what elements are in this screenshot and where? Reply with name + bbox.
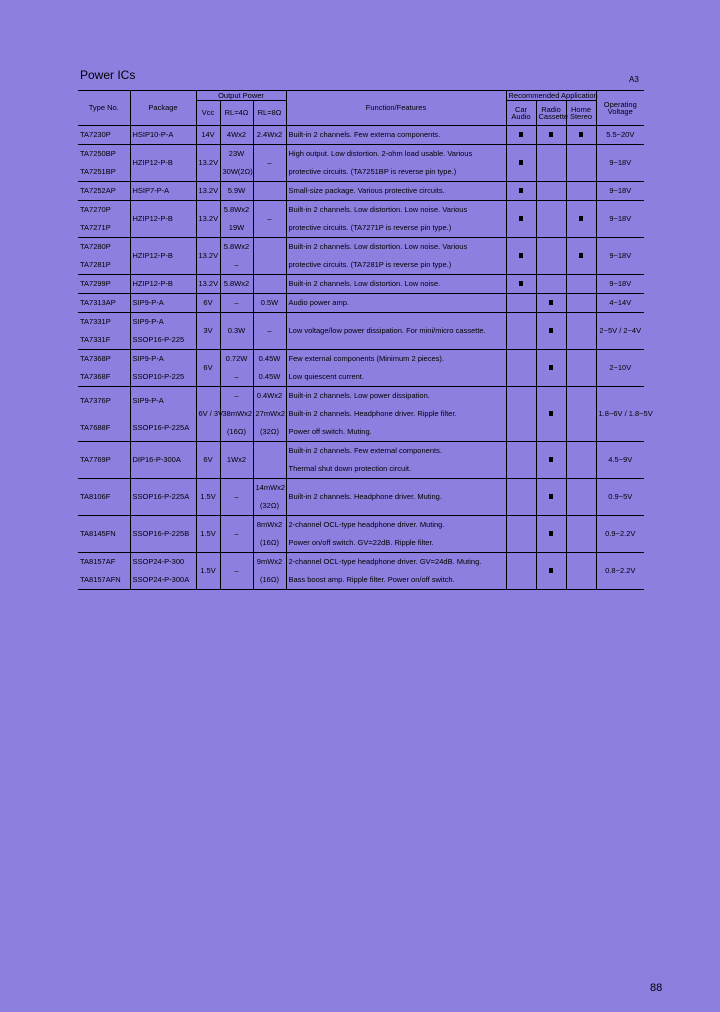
output-rl4: [220, 238, 253, 275]
features-line: Few external components (Minimum 2 pieces).: [288, 354, 444, 363]
home-stereo-mark: [566, 553, 596, 590]
features: [286, 126, 506, 145]
package: [130, 182, 196, 201]
package-line: HZIP12-P-B: [132, 214, 173, 223]
output-rl8: [253, 479, 286, 516]
output-rl8-line: 9mWx2: [256, 557, 283, 566]
vcc: 14V: [196, 126, 220, 145]
home-stereo-mark: [566, 387, 596, 442]
operating-voltage: 5.5~20V: [596, 126, 644, 145]
features: [286, 516, 506, 553]
type-no-line: TA7299P: [80, 279, 111, 288]
bullet-mark-icon: [519, 281, 523, 286]
type-no-line: TA7331P: [80, 317, 111, 326]
home-stereo-mark: [566, 145, 596, 182]
output-rl8-line: [256, 182, 284, 200]
car-audio-mark: [506, 126, 536, 145]
table-row: [78, 145, 644, 182]
output-rl8-line: 0.4Wx2: [256, 391, 283, 400]
type-no-line: TA7280P: [80, 242, 111, 251]
operating-voltage: 4.5~9V: [596, 442, 644, 479]
package-line: SSOP16-P-225A: [132, 423, 190, 432]
home-stereo-mark: [566, 201, 596, 238]
output-rl8-line: (32Ω): [260, 501, 279, 510]
output-rl8-line: 8mWx2: [256, 520, 283, 529]
output-rl8: [253, 294, 286, 313]
output-rl4-line: –: [234, 529, 239, 538]
type-no-line: TA7688F: [80, 423, 111, 432]
features-line: High output. Low distortion. 2-ohm load usable. Various: [288, 149, 473, 158]
output-rl4-line: 30W(2Ω): [222, 167, 253, 176]
features-line: 2-channel OCL-type headphone driver. GV=24dB. Muting.: [288, 557, 482, 566]
car-audio-mark: [506, 145, 536, 182]
features-line: Low quiescent current.: [288, 372, 364, 381]
bullet-mark-icon: [519, 188, 523, 193]
output-rl8: [253, 442, 286, 479]
vcc: 13.2V: [196, 145, 220, 182]
package-line: SSOP16-P-225: [132, 335, 185, 344]
vcc: 6V: [196, 294, 220, 313]
package-line: HSIP7-P-A: [132, 186, 170, 195]
type-no-line: TA8145FN: [80, 529, 116, 538]
output-rl8-line: 0.45W: [258, 372, 281, 381]
output-rl8: [253, 387, 286, 442]
operating-voltage: 1.8~6V / 1.8~5V: [596, 387, 644, 442]
package: [130, 313, 196, 350]
radio-cassette-mark: [536, 145, 566, 182]
output-rl8-line: 0.45W: [258, 354, 281, 363]
output-rl4: [220, 387, 253, 442]
output-rl8: [253, 126, 286, 145]
car-audio-mark: [506, 350, 536, 387]
features: [286, 479, 506, 516]
header-output-power: Output Power: [196, 91, 286, 101]
type-no-line: TA7331F: [80, 335, 111, 344]
radio-cassette-mark: [536, 479, 566, 516]
output-rl8-line: [256, 442, 284, 478]
operating-voltage: 0.9~2.2V: [596, 516, 644, 553]
output-rl8-line: (16Ω): [260, 575, 279, 584]
features-line: Thermal shut down protection circuit.: [288, 464, 412, 473]
car-audio-mark: [506, 294, 536, 313]
vcc: 1.5V: [196, 479, 220, 516]
output-rl4-line: 5.8Wx2: [223, 205, 250, 214]
features-line: Power off switch. Muting.: [288, 427, 372, 436]
radio-cassette-mark: [536, 275, 566, 294]
package-line: HZIP12-P-B: [132, 279, 173, 288]
output-rl8-line: (16Ω): [260, 538, 279, 547]
output-rl8: [253, 182, 286, 201]
output-rl4-line: 23W: [228, 149, 245, 158]
output-rl8: [253, 313, 286, 350]
type-no: [78, 294, 130, 313]
output-rl4-line: 5.9W: [227, 186, 246, 195]
output-rl4-line: 5.8Wx2: [223, 242, 250, 251]
package: [130, 350, 196, 387]
vcc: 6V: [196, 350, 220, 387]
output-rl8: [253, 238, 286, 275]
home-stereo-mark: [566, 442, 596, 479]
type-no-line: TA7376P: [80, 396, 111, 405]
package-line: SIP9-P-A: [132, 396, 164, 405]
features-line: Small-size package. Various protective circuits.: [288, 186, 445, 195]
package: [130, 294, 196, 313]
type-no-line: TA7250BP: [80, 149, 116, 158]
home-stereo-mark: [566, 479, 596, 516]
bullet-mark-icon: [519, 253, 523, 258]
features-line: Built-in 2 channels. Low distortion. Low noise. Various: [288, 205, 468, 214]
home-stereo-mark: [566, 350, 596, 387]
operating-voltage: 9~18V: [596, 145, 644, 182]
output-rl8-line: [256, 238, 284, 274]
features-line: protective circuits. (TA7281P is reverse pin type.): [288, 260, 452, 269]
package-line: SSOP10-P-225: [132, 372, 185, 381]
page-tag: A3: [629, 75, 639, 84]
header-operating-voltage: Operating Voltage: [596, 91, 644, 126]
output-rl8-line: –: [267, 326, 272, 335]
car-audio-mark: [506, 182, 536, 201]
package: [130, 126, 196, 145]
bullet-mark-icon: [519, 132, 523, 137]
type-no-line: TA7252AP: [80, 186, 116, 195]
output-rl4-line: 19W: [228, 223, 245, 232]
package: [130, 479, 196, 516]
output-rl4-line: –: [234, 298, 239, 307]
radio-cassette-mark: [536, 313, 566, 350]
package: [130, 238, 196, 275]
bullet-mark-icon: [549, 328, 553, 333]
package-line: HSIP10-P-A: [132, 130, 174, 139]
type-no-line: TA7281P: [80, 260, 111, 269]
header-rl4: RL=4Ω: [220, 101, 253, 126]
bullet-mark-icon: [519, 160, 523, 165]
features-line: Power on/off switch. GV=22dB. Ripple filter.: [288, 538, 434, 547]
type-no-line: TA7368F: [80, 372, 111, 381]
package: [130, 516, 196, 553]
package-line: SSOP16-P-225B: [132, 529, 190, 538]
features: [286, 387, 506, 442]
package-line: HZIP12-P-B: [132, 251, 173, 260]
table-row: [78, 201, 644, 238]
operating-voltage: 9~18V: [596, 182, 644, 201]
package-line: SSOP24-P-300A: [132, 575, 190, 584]
radio-cassette-mark: [536, 294, 566, 313]
radio-cassette-mark: [536, 350, 566, 387]
type-no-line: TA7271P: [80, 223, 111, 232]
features: [286, 294, 506, 313]
features-line: Built-in 2 channels. Few externa components.: [288, 130, 441, 139]
table-row: [78, 553, 644, 590]
type-no-line: TA7251BP: [80, 167, 116, 176]
output-rl4-line: 5.8Wx2: [223, 279, 250, 288]
features-line: Audio power amp.: [288, 298, 349, 307]
output-rl4: [220, 145, 253, 182]
car-audio-mark: [506, 516, 536, 553]
features: [286, 201, 506, 238]
output-rl8-line: 27mWx2: [255, 409, 286, 418]
output-rl8: [253, 350, 286, 387]
output-rl4: [220, 126, 253, 145]
type-no: [78, 238, 130, 275]
bullet-mark-icon: [579, 253, 583, 258]
type-no: [78, 442, 130, 479]
output-rl4: [220, 294, 253, 313]
features: [286, 145, 506, 182]
car-audio-mark: [506, 201, 536, 238]
output-rl4-line: 0.3W: [227, 326, 246, 335]
vcc: 3V: [196, 313, 220, 350]
output-rl4-line: –: [234, 260, 239, 269]
home-stereo-mark: [566, 313, 596, 350]
header-recommended: Recommended Application: [506, 91, 596, 101]
type-no-line: TA8157AF: [80, 557, 116, 566]
header-function: Function/Features: [286, 91, 506, 126]
output-rl4: [220, 516, 253, 553]
output-rl8-line: [256, 275, 284, 293]
car-audio-mark: [506, 238, 536, 275]
type-no-line: TA7230P: [80, 130, 111, 139]
output-rl4: [220, 275, 253, 294]
home-stereo-mark: [566, 182, 596, 201]
type-no: [78, 145, 130, 182]
output-rl8-line: –: [267, 214, 272, 223]
bullet-mark-icon: [549, 132, 553, 137]
radio-cassette-mark: [536, 442, 566, 479]
table-body: [78, 126, 653, 590]
radio-cassette-mark: [536, 201, 566, 238]
features-line: protective circuits. (TA7251BP is reverse pin type.): [288, 167, 457, 176]
car-audio-mark: [506, 553, 536, 590]
type-no-line: TA7270P: [80, 205, 111, 214]
output-rl4-line: 0.72W: [225, 354, 248, 363]
package: [130, 201, 196, 238]
bullet-mark-icon: [549, 568, 553, 573]
bullet-mark-icon: [549, 300, 553, 305]
radio-cassette-mark: [536, 387, 566, 442]
home-stereo-mark: [566, 126, 596, 145]
output-rl8: [253, 145, 286, 182]
package-line: SSOP24-P-300: [132, 557, 185, 566]
table-row: [78, 387, 644, 442]
vcc: 6V: [196, 442, 220, 479]
table-row: [78, 275, 644, 294]
car-audio-mark: [506, 313, 536, 350]
type-no-line: TA8157AFN: [80, 575, 121, 584]
table-row: [78, 479, 644, 516]
type-no-line: TA7313AP: [80, 298, 116, 307]
package-line: SSOP16-P-225A: [132, 492, 190, 501]
package-line: HZIP12-P-B: [132, 158, 173, 167]
operating-voltage: 9~18V: [596, 238, 644, 275]
header-type-no: Type No.: [78, 91, 130, 126]
car-audio-mark: [506, 479, 536, 516]
operating-voltage: 9~18V: [596, 201, 644, 238]
radio-cassette-mark: [536, 553, 566, 590]
package-line: SIP9-P-A: [132, 298, 164, 307]
features: [286, 182, 506, 201]
type-no-line: TA7368P: [80, 354, 111, 363]
bullet-mark-icon: [519, 216, 523, 221]
features-line: Built-in 2 channels. Low distortion. Low noise.: [288, 279, 441, 288]
radio-cassette-mark: [536, 516, 566, 553]
operating-voltage: 9~18V: [596, 275, 644, 294]
table-row: [78, 313, 644, 350]
bullet-mark-icon: [549, 457, 553, 462]
car-audio-mark: [506, 387, 536, 442]
car-audio-mark: [506, 275, 536, 294]
car-audio-mark: [506, 442, 536, 479]
power-ics-table: [78, 90, 653, 590]
features: [286, 553, 506, 590]
output-rl8: [253, 553, 286, 590]
bullet-mark-icon: [549, 531, 553, 536]
output-rl4-line: 4Wx2: [226, 130, 247, 139]
output-rl4-line: 1Wx2: [226, 455, 247, 464]
output-rl4-line: –: [234, 566, 239, 575]
table-row: [78, 516, 644, 553]
output-rl4-line: 38mWx2: [222, 409, 253, 418]
output-rl4: [220, 553, 253, 590]
bullet-mark-icon: [549, 411, 553, 416]
bullet-mark-icon: [549, 494, 553, 499]
output-rl8-line: 14mWx2: [255, 483, 286, 492]
type-no: [78, 350, 130, 387]
output-rl4-line: (16Ω): [227, 427, 246, 436]
output-rl8: [253, 275, 286, 294]
output-rl4-line: –: [234, 492, 239, 501]
output-rl4: [220, 479, 253, 516]
output-rl8-line: 0.5W: [260, 298, 279, 307]
type-no: [78, 479, 130, 516]
radio-cassette-mark: [536, 182, 566, 201]
features: [286, 442, 506, 479]
output-rl4: [220, 350, 253, 387]
output-rl4: [220, 313, 253, 350]
type-no: [78, 126, 130, 145]
vcc: 13.2V: [196, 182, 220, 201]
output-rl8: [253, 516, 286, 553]
operating-voltage: 0.9~5V: [596, 479, 644, 516]
features-line: Built-in 2 channels. Headphone driver. Muting.: [288, 492, 442, 501]
bullet-mark-icon: [579, 216, 583, 221]
output-rl4: [220, 442, 253, 479]
type-no: [78, 182, 130, 201]
vcc: 13.2V: [196, 275, 220, 294]
output-rl8-line: 2.4Wx2: [256, 130, 283, 139]
table-row: [78, 126, 644, 145]
page-number: 88: [650, 982, 663, 994]
output-rl8: [253, 201, 286, 238]
type-no-line: TA8106F: [80, 492, 111, 501]
home-stereo-mark: [566, 516, 596, 553]
package: [130, 387, 196, 442]
table-row: [78, 442, 644, 479]
vcc: 1.5V: [196, 553, 220, 590]
header-rl8: RL=8Ω: [253, 101, 286, 126]
vcc: 1.5V: [196, 516, 220, 553]
type-no: [78, 387, 130, 442]
page-title: Power ICs: [80, 68, 136, 82]
bullet-mark-icon: [579, 132, 583, 137]
features: [286, 350, 506, 387]
package-line: DIP16-P-300A: [132, 455, 181, 464]
operating-voltage: 2~5V / 2~4V: [596, 313, 644, 350]
features: [286, 238, 506, 275]
package-line: SIP9-P-A: [132, 354, 164, 363]
type-no: [78, 553, 130, 590]
type-no: [78, 201, 130, 238]
features-line: Built-in 2 channels. Headphone driver. Ripple filter.: [288, 409, 457, 418]
table-row: [78, 238, 644, 275]
radio-cassette-mark: [536, 126, 566, 145]
home-stereo-mark: [566, 294, 596, 313]
header-home-stereo: Home Stereo: [566, 101, 596, 126]
table-row: [78, 350, 644, 387]
features: [286, 275, 506, 294]
vcc: 13.2V: [196, 201, 220, 238]
bullet-mark-icon: [549, 365, 553, 370]
type-no: [78, 313, 130, 350]
header-car-audio: Car Audio: [506, 101, 536, 126]
package: [130, 553, 196, 590]
header-radio-cassette: Radio Cassette: [536, 101, 566, 126]
vcc: 13.2V: [196, 238, 220, 275]
operating-voltage: 0.8~2.2V: [596, 553, 644, 590]
package: [130, 442, 196, 479]
output-rl4: [220, 182, 253, 201]
features-line: Built-in 2 channels. Low distortion. Low noise. Various: [288, 242, 468, 251]
features-line: 2-channel OCL-type headphone driver. Muting.: [288, 520, 445, 529]
home-stereo-mark: [566, 275, 596, 294]
home-stereo-mark: [566, 238, 596, 275]
header-vcc: Vcc: [196, 101, 220, 126]
output-rl4: [220, 201, 253, 238]
type-no: [78, 275, 130, 294]
table-row: [78, 294, 644, 313]
features-line: Built-in 2 channels. Few external components.: [288, 446, 442, 455]
header-package: Package: [130, 91, 196, 126]
table-row: [78, 182, 644, 201]
features-line: Built-in 2 channels. Low power dissipation.: [288, 391, 430, 400]
output-rl8-line: (32Ω): [260, 427, 279, 436]
radio-cassette-mark: [536, 238, 566, 275]
type-no: [78, 516, 130, 553]
type-no-line: TA7769P: [80, 455, 111, 464]
features-line: Bass boost amp. Ripple filter. Power on/off switch.: [288, 575, 455, 584]
operating-voltage: 4~14V: [596, 294, 644, 313]
package: [130, 145, 196, 182]
package: [130, 275, 196, 294]
output-rl4-line: –: [234, 372, 239, 381]
vcc: 6V / 3V: [196, 387, 220, 442]
features-line: protective circuits. (TA7271P is reverse pin type.): [288, 223, 452, 232]
output-rl4-line: –: [234, 391, 239, 400]
features-line: Low voltage/low power dissipation. For mini/micro cassette.: [288, 326, 486, 335]
output-rl8-line: –: [267, 158, 272, 167]
operating-voltage: 2~10V: [596, 350, 644, 387]
features: [286, 313, 506, 350]
package-line: SIP9-P-A: [132, 317, 164, 326]
